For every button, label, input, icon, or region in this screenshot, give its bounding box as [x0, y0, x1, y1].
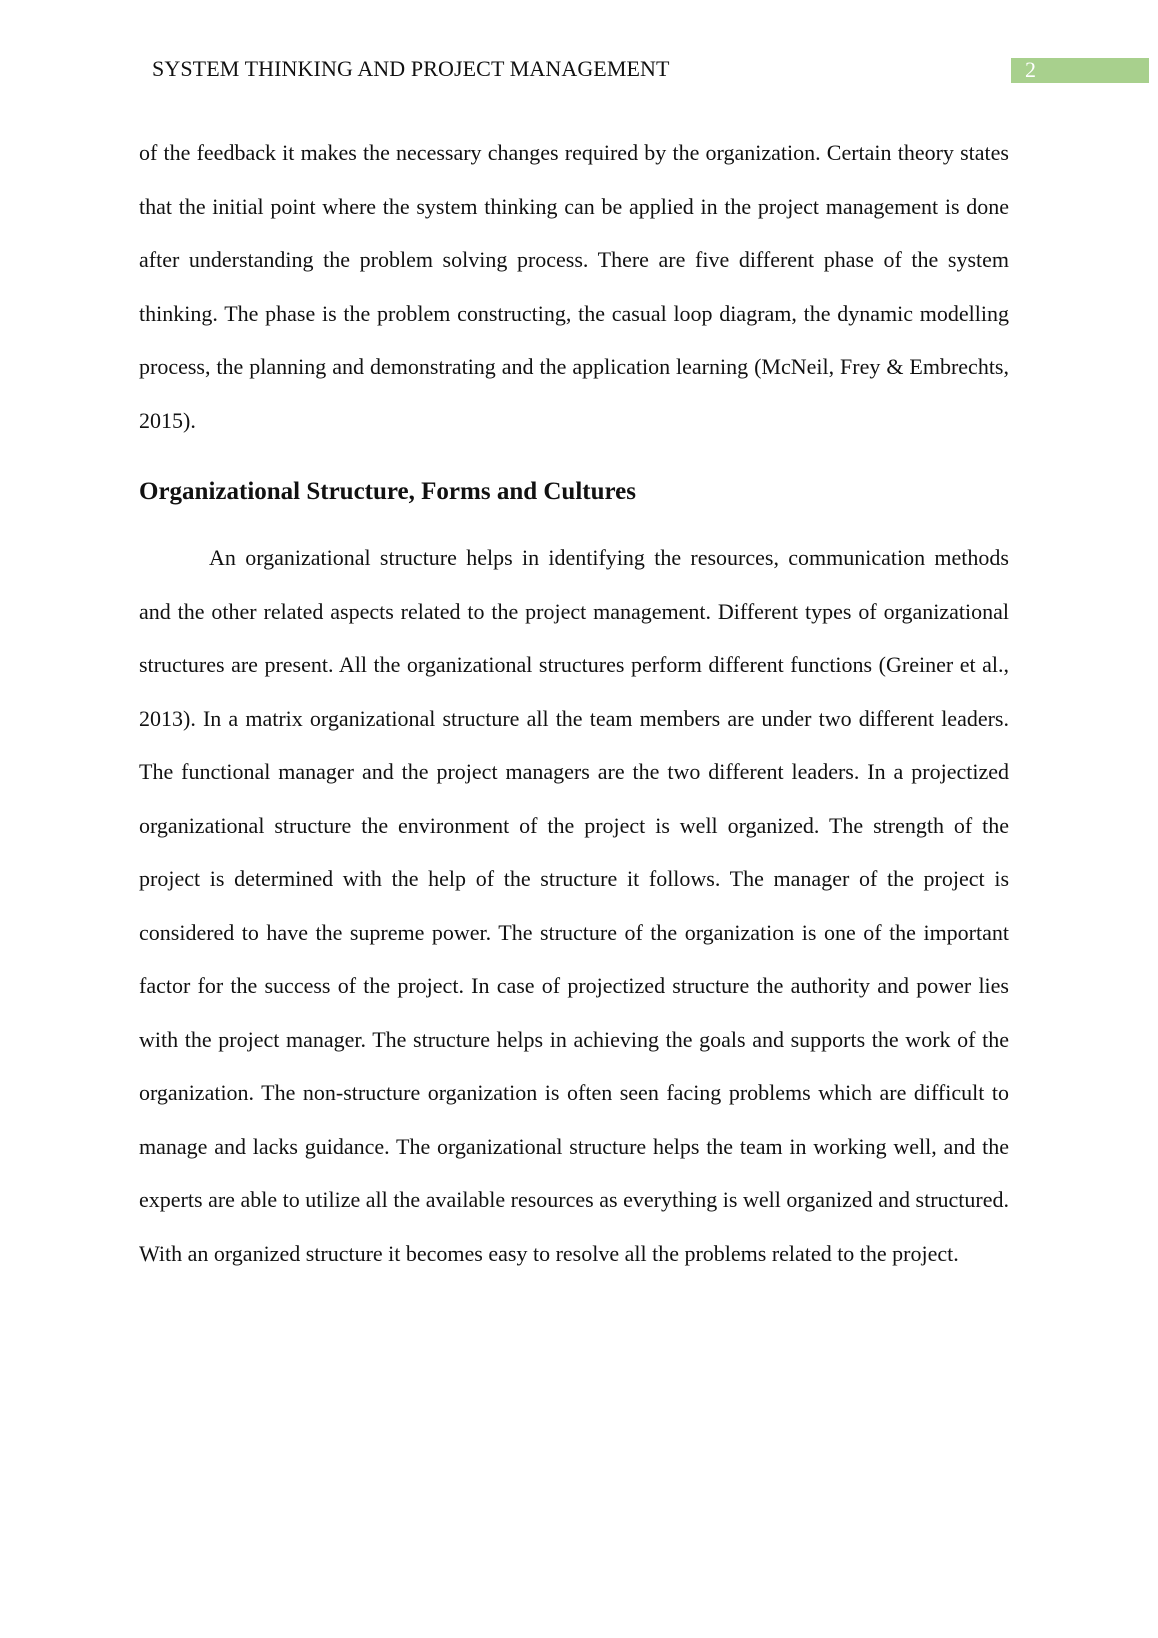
running-head: SYSTEM THINKING AND PROJECT MANAGEMENT: [152, 56, 670, 81]
body-paragraph-1: of the feedback it makes the necessary changes required by the organization. Certain theory states that the initial point where the system thinking can be applied in the project management is done after understanding the problem solving process. There are five different phase of the system thinking. The phase is the problem constructing, the casual loop diagram, the dynamic modelling process, the planning and demonstrating and the application learning (McNeil, Frey & Embrechts, 2015).: [139, 140, 1009, 433]
section-heading: Organizational Structure, Forms and Cultures: [139, 478, 636, 505]
body-paragraph-2: An organizational structure helps in identifying the resources, communication methods and the other related aspects related to the project management. Different types of organizational structures are present. All the organizational structures perform different functions (Greiner et al., 2013). In a matrix organizational structure all the team members are under two different leaders. The functional manager and the project managers are the two different leaders. In a projectized organizational structure the environment of the project is well organized. The strength of the project is determined with the help of the structure it follows. The manager of the project is considered to have the supreme power. The structure of the organization is one of the important factor for the success of the project. In case of projectized structure the authority and power lies with the project manager. The structure helps in achieving the goals and supports the work of the organization. The non-structure organization is often seen facing problems which are difficult to manage and lacks guidance. The organizational structure helps the team in working well, and the experts are able to utilize all the available resources as everything is well organized and structured. With an organized structure it becomes easy to resolve all the problems related to the project.: [139, 545, 1009, 1266]
page-number: 2: [1025, 57, 1036, 82]
page-number-badge: [1011, 58, 1149, 83]
